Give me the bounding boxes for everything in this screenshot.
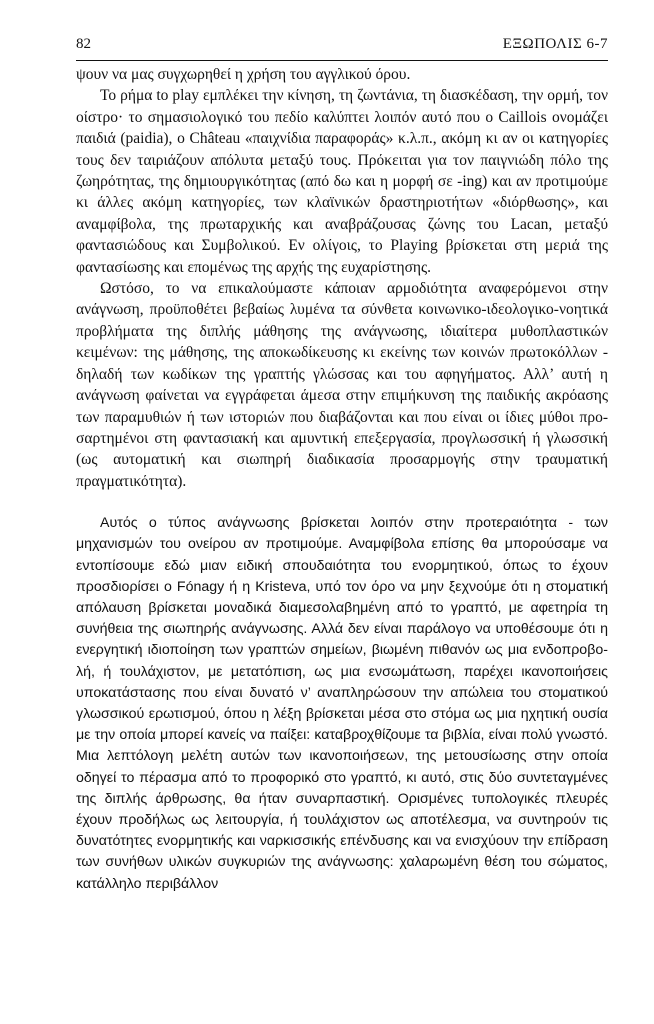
body-text [76, 64, 608, 895]
paragraph: Αυτός ο τύπος ανάγνωσης βρίσκεται λοιπόν στην προτεραιότητα - των μηχανισμών του ονείρου αν προτιμούμε. Αναμφίβολα επίσης θα μπορούσαμε να εντοπίσουμε εδώ μιαν ειδική σπουδαιότητα του ενορμητικού, όπως το έχουν προσδιορίσει ο Fónagy ή η Kristeva, υπό τον όρο να μην ξεχνούμε ότι η στοματική απόλαυση βρίσκεται μοναδικά διαμεσολαβημένη από το γραπτό, με αφετηρία τη συνήθεια της σιωπηρής ανάγνωσης. Αλλά δεν είναι παράλογο να υποθέσουμε ότι η ενεργητική ιδιοποίηση των γραπτών σημείων, βιωμένη πιθανόν ως μια ενδοπροβολή, ή τουλάχιστον, με μετατόπιση, ως μια ενσωμάτωση, παρέχει ικανοποιήσεις υποκατάστασης που είναι δυνατό ν’ αναπληρώσουν την απώλεια του στοματικού γλωσσικού ερωτισμού, όπου η λέξη βρίσκεται μέσα στο στόμα ως μια ηχητική ουσία με την οποία μπορεί κανείς να παίξει: καταβροχθίζουμε τα βιβλία, είναι πολύ γνωστό. Μια λεπτόλογη μελέτη αυτών των ικανοποιήσεων, της μετουσίωσης στην οποία οδηγεί το πέρασμα από το προφορικό στο γραπτό, κι αυτό, στις δύο συντεταγμένες της διπλής άρθρωσης, θα ήταν συναρπαστική. Ορισμένες τυπολογικές πλευρές έχουν προδήλως ως λειτουργία, ή τουλάχιστον ως αποτέλεσμα, να συντηρούν τις δυνατότητες ενορμητικής και ναρκισσικής επένδυσης και να ενισχύουν την επίδραση των συνήθων υλικών συγκυριών της ανάγνωσης: χαλαρωμένη θέση του σώματος, κατάλληλο περιβάλλον [76, 515, 608, 892]
header-rule [76, 60, 608, 61]
page-number: 82 [76, 36, 91, 52]
paragraph: Το ρήμα to play εμπλέκει την κίνηση, τη ζωντάνια, τη διασκέδαση, την ορμή, τον οίστρο· το σημασιολογικό του πεδίο καλύπτει λοιπόν αυτό που ο Caillois ονομάζει παιδιά (paidia), ο Château «παιχνίδια παραφοράς» κ.λ.π., ακόμη κι αν οι κατηγορίες τους δεν ταιριάζουν απόλυτα μεταξύ τους. Πρόκειται για τον παιγνιώδη πόλο της ζωηρότητας, της δημιουργικότητας (από δω και η μορφή σε -ing) και αν προτιμούμε κι άλλες ακόμη κατηγορίες, των κλαϊνικών δραστηριοτήτων «διόρθωσης», και αναμφίβολα, της πρωταρχικής και αναβράζουσας ζώνης του Lacan, μεταξύ φαντασιώδους και Συμβολικού. Εν ολίγοις, το Playing βρίσκεται στη μεριά της φαντασίωσης και επομένως της αρχής της ευχαρίστησης. [76, 87, 608, 276]
paragraph: Ωστόσο, το να επικαλούμαστε κάποιαν αρμοδιότητα αναφερόμενοι στην ανάγνωση, προϋποθέτει βεβαίως λυμένα τα σύνθετα κοινωνικο-ιδεολογικο-νοητικά προβλήματα της διπλής μάθησης της ανάγνωσης, ιδιαίτερα μυθοπλαστικών κειμένων: της μάθησης, της αποκωδίκευσης κι εκείνης των κοινών πρωτοκόλλων - δηλαδή των κωδίκων της γραπτής γλώσσας και του αφηγήματος. Αλλ’ αυτή η ανάγνωση φαίνεται να εγγράφεται άμεσα στην επιμήκυνση της παιδικής ακρόασης των παραμυθιών ή των ιστοριών που διαβάζονται και που είναι οι ίδιες μύθοι προσαρτημένοι στη φαντασιακή και αμυντική επεξεργασία, προγλωσσική ή γλωσσική (ως αυτοματική και σιωπηρή διαδικασία προσαρμογής στην τραυματική πραγματικότητα). [76, 280, 608, 490]
page-header [76, 36, 608, 58]
paragraph-continuation: ψουν να μας συγχωρηθεί η χρήση του αγγλικού όρου. [76, 66, 411, 83]
running-head: ΕΞΩΠΟΛΙΣ 6-7 [502, 36, 608, 52]
